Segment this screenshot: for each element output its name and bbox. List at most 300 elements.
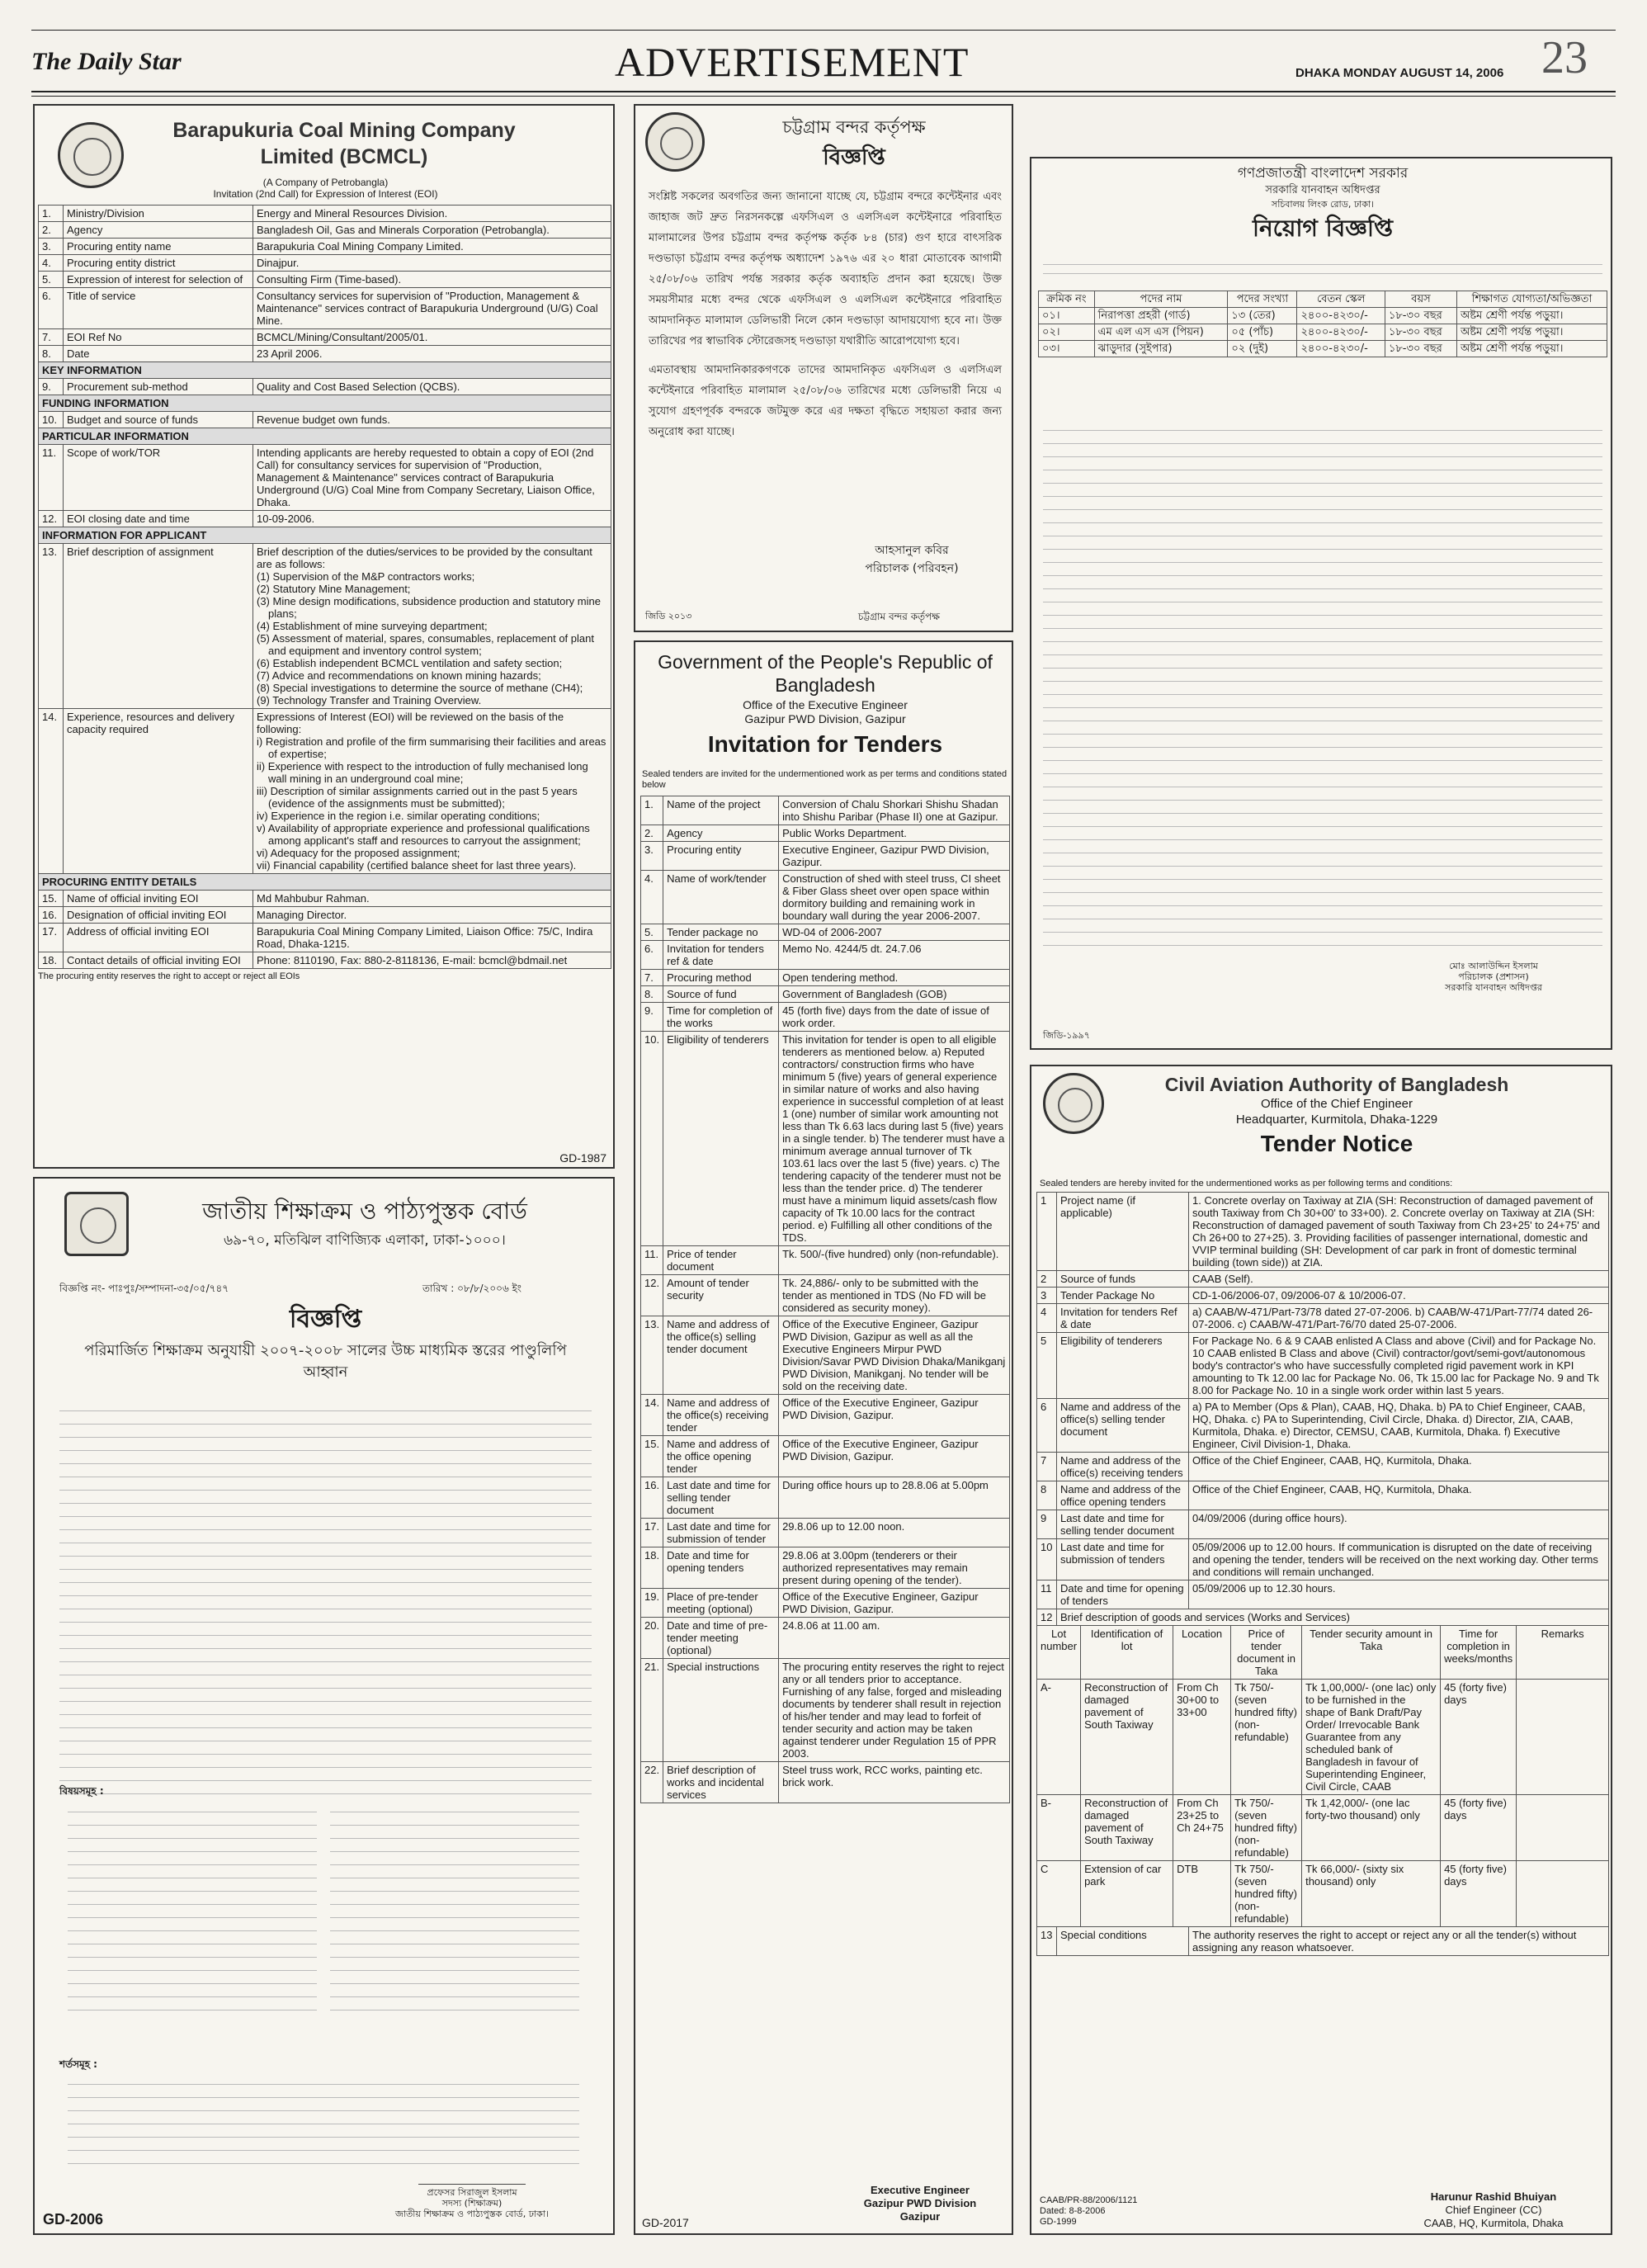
table-cell: ২৪০০-৪২৩০/- — [1297, 341, 1385, 357]
row-label: Date and time for opening tenders — [663, 1547, 779, 1589]
table-row — [641, 970, 1010, 986]
row-number: 12. — [39, 511, 64, 527]
row-value: Revenue budget own funds. — [253, 412, 611, 428]
row-label: Last date and time for selling tender document — [663, 1477, 779, 1519]
table-row — [1037, 1333, 1609, 1399]
nctb-title: জাতীয় শিক্ষাক্রম ও পাঠ্যপুস্তক বোর্ড — [202, 1198, 527, 1225]
row-value: Construction of shed with steel truss, CI sheet & Fiber Glass sheet over open space within dormitory building and remaining work in boundary wall during the year 2006-2007. — [779, 871, 1010, 924]
row-label: Brief description of assignment — [64, 544, 253, 709]
column-header: Identification of lot — [1081, 1626, 1173, 1680]
table-cell — [1517, 1861, 1609, 1927]
table-cell: ১৮-৩০ বছর — [1385, 341, 1456, 357]
bcmcl-invitation: Invitation (2nd Call) for Expression of Interest (EOI) — [213, 188, 438, 200]
row-value: 04/09/2006 (during office hours). — [1189, 1510, 1609, 1539]
table-row — [1037, 1271, 1609, 1288]
table-row — [641, 1618, 1010, 1659]
row-value: Dinajpur. — [253, 255, 611, 272]
row-label: Time for completion of the works — [663, 1003, 779, 1032]
row-label: Eligibility of tenderers — [1057, 1333, 1189, 1399]
nctb-subject: পরিমার্জিত শিক্ষাক্রম অনুযায়ী ২০০৭-২০০৮ সালের উচ্চ মাধ্যমিক স্তরের পাণ্ডুলিপি আহ্বান — [84, 1342, 567, 1381]
table-row — [39, 379, 611, 395]
row-number: 10 — [1037, 1539, 1057, 1581]
row-label: Procuring entity district — [64, 255, 253, 272]
row-value: Barapukuria Coal Mining Company Limited. — [253, 239, 611, 255]
bcmcl-key-info-heading: KEY INFORMATION — [39, 362, 611, 379]
row-number: 5. — [39, 272, 64, 288]
list-item: (7) Advice and recommendations on known mining hazards; — [257, 669, 541, 682]
row-label: Eligibility of tenderers — [663, 1032, 779, 1246]
row-number: 6. — [39, 288, 64, 329]
row-number: 6 — [1037, 1399, 1057, 1453]
row-label: Invitation for tenders ref & date — [663, 941, 779, 970]
caab-lots-table — [1036, 1625, 1609, 1927]
row-value: CD-1-06/2006-07, 09/2006-07 & 10/2006-07. — [1189, 1288, 1609, 1304]
govt-recruitment-ad — [1030, 157, 1612, 1050]
row-label: Contact details of official inviting EOI — [64, 952, 253, 969]
row-label: Agency — [64, 222, 253, 239]
row-label: EOI closing date and time — [64, 511, 253, 527]
caab-row12: Brief description of goods and services (Works and Services) — [1057, 1609, 1609, 1626]
govt-posts-table — [1038, 291, 1607, 357]
row-number: 11. — [39, 445, 64, 511]
row-label: Name and address of the office(s) receiving tenders — [1057, 1453, 1189, 1481]
row-value: Managing Director. — [253, 907, 611, 924]
table-row — [1037, 1193, 1609, 1271]
row-label: Procurement sub-method — [64, 379, 253, 395]
row-value: Expressions of Interest (EOI) will be reviewed on the basis of the following: i) Registration and profile of the firm summarising their facilities and areas of expertise; ii) Experience with respect to the introduction of fully mechanised long wall mining in an underground coal mine; iii) Description of similar assignments carried out in the past 5 years (evidence of the assignments must be submitted); iv) Experience in the region i.e. similar operating conditions; v) Availability of appropriate experience and professional qualifications among applicant's staff and resources to carryout the assignment; vi) Adequacy for the proposed assignment; vii) Financial capability (certified balance sheet for last three years). — [253, 709, 611, 874]
row-label: Last date and time for submission of tender — [663, 1519, 779, 1547]
table-row — [39, 445, 611, 511]
table-cell: ২৪০০-৪২৩০/- — [1297, 324, 1385, 341]
table-cell: অষ্টম শ্রেণী পর্যন্ত পড়ুয়া। — [1456, 341, 1607, 357]
table-row — [641, 1275, 1010, 1316]
page-number: 23 — [1541, 32, 1588, 83]
table-row — [641, 941, 1010, 970]
pwd-code: GD-2017 — [642, 2216, 689, 2229]
govt-signer: মোঃ আলাউদ্দিন ইসলাম — [1449, 961, 1538, 971]
govt-heading: নিয়োগ বিজ্ঞপ্তি — [1252, 215, 1394, 242]
row-label: Last date and time for submission of tenders — [1057, 1539, 1189, 1581]
list-item: vii) Financial capability (certified balance sheet for last three years). — [257, 859, 577, 872]
nctb-ad — [33, 1177, 615, 2235]
row-value: This invitation for tender is open to all eligible tenderers as mentioned below. a) Reputed contractors/ construction firms who have minimum 5 (five) years of general experience in similar nature of works and also having experience in successful completion of at least 1 (one) number of similar work amounting not less than Tk 6.63 lacs during last 5 (five) years in a single tender. b) The tenderer must have a minimum average annual turnover of Tk 103.61 lacs over the last 5 (five) years. c) The tendering capacity of the tenderer must not be less than the tender price. d) The tenderer must have a minimum liquid assets/cash flow capacity of Tk 10.00 lacs for the contract period. e) Fulfilling all other conditions of the TDS. — [779, 1032, 1010, 1246]
row-value: Office of the Executive Engineer, Gazipur PWD Division, Gazipur. — [779, 1589, 1010, 1618]
table-row — [641, 1246, 1010, 1275]
nctb-logo — [64, 1192, 129, 1256]
row-label: Special instructions — [663, 1659, 779, 1762]
masthead-rule — [31, 91, 1616, 92]
govt-dept: সরকারি যানবাহন অধিদপ্তর — [1265, 184, 1380, 196]
table-row — [39, 907, 611, 924]
row-label: Date — [64, 346, 253, 362]
bcmcl-table — [38, 205, 611, 969]
table-row — [641, 1547, 1010, 1589]
row-number: 5 — [1037, 1333, 1057, 1399]
row-number: 22. — [641, 1762, 663, 1803]
table-row — [39, 222, 611, 239]
dateline: DHAKA MONDAY AUGUST 14, 2006 — [1295, 66, 1504, 80]
row-label: EOI Ref No — [64, 329, 253, 346]
table-row — [1037, 1510, 1609, 1539]
row-value: Bangladesh Oil, Gas and Minerals Corporation (Petrobangla). — [253, 222, 611, 239]
row-number: 13. — [641, 1316, 663, 1395]
table-cell: A- — [1037, 1680, 1081, 1795]
row-value: Intending applicants are hereby requested to obtain a copy of EOI (2nd Call) for consultancy services for supervision of "Production, Management & Maintenance" services contract of Barapukuria Underground (U/G) Coal Mine from Company Secretary, Liaison Office, Dhaka. — [253, 445, 611, 511]
table-row — [1037, 1795, 1609, 1861]
row-label: Name and address of the office opening tender — [663, 1436, 779, 1477]
table-row — [39, 709, 611, 874]
table-cell: এম এল এস এস (পিয়ন) — [1094, 324, 1228, 341]
pwd-ad — [634, 640, 1013, 2235]
caab-code: GD-1999 — [1040, 2217, 1077, 2227]
row-value: The procuring entity reserves the right to reject any or all tenders prior to acceptance. Furnishing of any false, forged and misleading documents by tenderer shall result in rejection of his/her tender and may lead to forfeit of tender security and action may be taken against tenderer under Regulation 15 of PPR 2003. — [779, 1659, 1010, 1762]
row-value: Government of Bangladesh (GOB) — [779, 986, 1010, 1003]
row-number: 8. — [39, 346, 64, 362]
row-number: 6. — [641, 941, 663, 970]
row-number: 10. — [39, 412, 64, 428]
table-row — [641, 1477, 1010, 1519]
row-number: 4. — [641, 871, 663, 924]
column-header: Remarks — [1517, 1626, 1609, 1680]
port-title: চট্টগ্রাম বন্দর কর্তৃপক্ষ — [782, 117, 926, 137]
row-value: Public Works Department. — [779, 825, 1010, 842]
table-cell: অষ্টম শ্রেণী পর্যন্ত পড়ুয়া। — [1456, 308, 1607, 324]
row-value: Office of the Chief Engineer, CAAB, HQ, Kurmitola, Dhaka. — [1189, 1453, 1609, 1481]
row-number: 2. — [641, 825, 663, 842]
row-label: Tender Package No — [1057, 1288, 1189, 1304]
row-value: BCMCL/Mining/Consultant/2005/01. — [253, 329, 611, 346]
row-label: Designation of official inviting EOI — [64, 907, 253, 924]
nctb-signer-title: সদস্য (শিক্ষাক্রম) — [441, 2198, 503, 2209]
pwd-heading: Invitation for Tenders — [707, 731, 943, 757]
nctb-address: ৬৯-৭০, মতিঝিল বাণিজ্যিক এলাকা, ঢাকা-১০০০। — [224, 1232, 506, 1249]
row-label: Name and address of the office(s) selling tender document — [663, 1316, 779, 1395]
row-number: 7. — [641, 970, 663, 986]
row-value: Office of the Executive Engineer, Gazipur PWD Division, Gazipur. — [779, 1436, 1010, 1477]
row-value: 29.8.06 at 3.00pm (tenderers or their authorized representatives may remain present during opening of the tender). — [779, 1547, 1010, 1589]
table-cell: নিরাপত্তা প্রহরী (গার্ড) — [1094, 308, 1228, 324]
table-row — [641, 1395, 1010, 1436]
row-label: Invitation for tenders Ref & date — [1057, 1304, 1189, 1333]
caab-heading: Tender Notice — [1260, 1131, 1413, 1156]
list-item: (8) Special investigations to determine the source of methane (CH4); — [257, 682, 583, 694]
row-value: Executive Engineer, Gazipur PWD Division, Gazipur. — [779, 842, 1010, 871]
bcmcl-ad — [33, 104, 615, 1169]
section-title: ADVERTISEMENT — [615, 39, 970, 85]
table-cell: ০২। — [1039, 324, 1095, 341]
table-cell: From Ch 23+25 to Ch 24+75 — [1173, 1795, 1231, 1861]
row-number: 18. — [39, 952, 64, 969]
row-label: Tender package no — [663, 924, 779, 941]
column-header: Price of tender document in Taka — [1231, 1626, 1302, 1680]
list-item: ii) Experience with respect to the introduction of fully mechanised long wall mining in an underground coal mine; — [257, 760, 588, 785]
bcmcl-footer: The procuring entity reserves the right to accept or reject all EOIs — [38, 971, 300, 981]
row-label: Procuring entity — [663, 842, 779, 871]
row-number: 19. — [641, 1589, 663, 1618]
pwd-table — [640, 796, 1010, 1803]
row-number: 11 — [1037, 1581, 1057, 1609]
table-row — [641, 1659, 1010, 1762]
column-header: Tender security amount in Taka — [1302, 1626, 1441, 1680]
port-para-1: সংশ্লিষ্ট সকলের অবগতির জন্য জানানো যাচ্ছে যে, চট্টগ্রাম বন্দরে কন্টেইনার এবং জাহাজ জট দ্রুত নিরসনকল্পে এফসিএল ও এলসিএল কন্টেইনারে পরিবাহিত মালামালের উপর চট্টগ্রাম বন্দর কর্তৃপক্ষ কর্তৃক ৮৪ (চার) গুণ হারে বাৎসরিক দণ্ডভাড়া চট্টগ্রাম বন্দর কর্তৃপক্ষ অধ্যাদেশ ১৯৭৬ এর ২০ ধারা মোতাবেক আগামী ২৫/০৮/০৬ তারিখ পর্যন্ত সরকার কর্তৃক অব্যাহতি প্রদান করা হয়েছে। উক্ত সময়সীমার মধ্যে বন্দর থেকে এফসিএল ও এলসিএল কন্টেইনারে পরিবাহিত আমদানিকৃত মালামাল ডেলিভারী নিলে কোন দণ্ডভাড়া আদায়যোগ্য হবে না। উক্ত তারিখের পর স্বাভাবিক স্টোরেজসহ দণ্ডভাড়া যথারীতি আরোপযোগ্য হবে। — [649, 191, 1002, 347]
row-value: Phone: 8110190, Fax: 880-2-8118136, E-mail: bcmcl@bdmail.net — [253, 952, 611, 969]
table-cell — [1517, 1795, 1609, 1861]
pwd-office: Office of the Executive Engineer — [743, 698, 908, 711]
table-row — [1039, 324, 1607, 341]
table-row — [641, 842, 1010, 871]
row-number: 1. — [39, 206, 64, 222]
row-label: Experience, resources and delivery capacity required — [64, 709, 253, 874]
table-row — [1037, 1539, 1609, 1581]
row-number: 9. — [39, 379, 64, 395]
row-label: Name of the project — [663, 796, 779, 825]
table-row — [1037, 1481, 1609, 1510]
row-label: Procuring method — [663, 970, 779, 986]
table-cell: ১৮-৩০ বছর — [1385, 308, 1456, 324]
nctb-org: জাতীয় শিক্ষাক্রম ও পাঠ্যপুস্তক বোর্ড, ঢাকা। — [395, 2209, 549, 2219]
row-number: 16. — [39, 907, 64, 924]
row-label: Address of official inviting EOI — [64, 924, 253, 952]
row-value: Steel truss work, RCC works, painting etc. brick work. — [779, 1762, 1010, 1803]
bcmcl-subtitle: (A Company of Petrobangla) — [262, 177, 389, 188]
row-label: Source of fund — [663, 986, 779, 1003]
row-value: Energy and Mineral Resources Division. — [253, 206, 611, 222]
table-cell: ০২ (দুই) — [1228, 341, 1297, 357]
table-row — [1039, 308, 1607, 324]
port-logo — [645, 112, 705, 172]
row-number: 4. — [39, 255, 64, 272]
table-row — [1037, 1861, 1609, 1927]
row-label: Date and time of pre-tender meeting (optional) — [663, 1618, 779, 1659]
port-org: চট্টগ্রাম বন্দর কর্তৃপক্ষ — [858, 611, 940, 622]
row-number: 7. — [39, 329, 64, 346]
list-item: (6) Establish independent BCMCL ventilation and safety section; — [257, 657, 563, 669]
row-label: Amount of tender security — [663, 1275, 779, 1316]
table-cell: Reconstruction of damaged pavement of South Taxiway — [1081, 1795, 1173, 1861]
table-cell: ১৩ (তের) — [1228, 308, 1297, 324]
row-number: 11. — [641, 1246, 663, 1275]
row-number: 18. — [641, 1547, 663, 1589]
bcmcl-title: Barapukuria Coal Mining Company Limited (BCMCL) — [172, 119, 516, 168]
govt-address: সচিবালয় লিংক রোড, ঢাকা। — [1271, 199, 1375, 210]
port-signer-title: পরিচালক (পরিবহন) — [865, 562, 959, 575]
table-row — [641, 1003, 1010, 1032]
row-number: 21. — [641, 1659, 663, 1762]
caab-ref-date: Dated: 8-8-2006 — [1040, 2206, 1106, 2216]
table-row — [39, 329, 611, 346]
nctb-signer: প্রফেসর সিরাজুল ইসলাম — [427, 2187, 517, 2198]
table-cell: From Ch 30+00 to 33+00 — [1173, 1680, 1231, 1795]
row-value: Brief description of the duties/services to be provided by the consultant are as follows: (1) Supervision of the M&P contractors works; (2) Statutory Mine Management; (3) Mine design modifications, subsidence production and statutory mine plans; (4) Establishment of mine surveying department; (5) Assessment of material, spares, consumables, replacement of plant and equipment and inventory control system; (6) Establish independent BCMCL ventilation and safety section; (7) Advice and recommendations on known mining hazards; (8) Special investigations to determine the source of methane (CH4); (9) Technology Transfer and Training Overview. — [253, 544, 611, 709]
row-value: Quality and Cost Based Selection (QCBS). — [253, 379, 611, 395]
row-value: 29.8.06 up to 12.00 noon. — [779, 1519, 1010, 1547]
row-number: 14. — [39, 709, 64, 874]
column-header: Location — [1173, 1626, 1231, 1680]
row-value: 1. Concrete overlay on Taxiway at ZIA (SH: Reconstruction of damaged pavement of south Taxiway from Ch 30+00' to 33+00). 2. Concrete overlay on Taxiway at ZIA (SH: Reconstruction of damaged pavement of south Taxiway from Ch 23+25' to 24+75' and Ch 26+00 to 27+25). 3. Providing facilities of passenger international, domestic and VVIP terminal building (SH: Development of car park in front of domestic terminal building (town side)) at ZIA. — [1189, 1193, 1609, 1271]
list-item: (2) Statutory Mine Management; — [257, 583, 411, 595]
table-row — [1039, 341, 1607, 357]
table-row — [641, 871, 1010, 924]
row-number: 15. — [641, 1436, 663, 1477]
masthead-rule-top — [31, 30, 1616, 31]
caab-table — [1036, 1192, 1609, 1626]
nctb-date: তারিখ : ০৮/৮/২০০৬ ইং — [422, 1283, 521, 1294]
row-value: For Package No. 6 & 9 CAAB enlisted A Class and above (Civil) and for Package No. 10 CAAB enlisted B Class and above (Civil) contractor/govt/semi-govt/autonomous body's contractor's who have successfully completed rigid pavement work in KPI amounting to Tk 12.00 lac for Package No. 06, Tk 15.00 lac for Package No. 9 and Tk 8.00 for Package No. 10 in a single work order within last 5 years. — [1189, 1333, 1609, 1399]
govt-title: গণপ্রজাতন্ত্রী বাংলাদেশ সরকার — [1237, 165, 1409, 182]
caab-office: Office of the Chief Engineer — [1261, 1097, 1413, 1111]
row-value: 10-09-2006. — [253, 511, 611, 527]
caab-signer-org: CAAB, HQ, Kurmitola, Dhaka — [1423, 2217, 1564, 2229]
table-cell: ০৫ (পাঁচ) — [1228, 324, 1297, 341]
row-number: 4 — [1037, 1304, 1057, 1333]
caab-special-table — [1036, 1926, 1609, 1956]
row-value: Office of the Chief Engineer, CAAB, HQ, Kurmitola, Dhaka. — [1189, 1481, 1609, 1510]
column-header: Lot number — [1037, 1626, 1081, 1680]
port-heading: বিজ্ঞপ্তি — [823, 145, 885, 170]
row-label: Source of funds — [1057, 1271, 1189, 1288]
port-code: জিডি ২০১৩ — [645, 611, 692, 621]
list-item: vi) Adequacy for the proposed assignment; — [257, 847, 460, 859]
table-row — [1037, 1399, 1609, 1453]
table-cell: 45 (forty five) days — [1441, 1680, 1517, 1795]
nctb-subjects-list — [68, 1803, 579, 2050]
pwd-title: Government of the People's Republic of Bangladesh — [658, 651, 993, 696]
table-row — [39, 511, 611, 527]
table-cell: C — [1037, 1861, 1081, 1927]
table-row — [39, 288, 611, 329]
table-cell: DTB — [1173, 1861, 1231, 1927]
row-number: 2 — [1037, 1271, 1057, 1288]
nctb-subjects-heading: বিষয়সমূহ : — [59, 1785, 104, 1797]
list-item: iii) Description of similar assignments carried out in the past 5 years (evidence of the assignments must be submitted); — [257, 785, 578, 810]
list-item: (1) Supervision of the M&P contractors works; — [257, 570, 475, 583]
table-row — [641, 1316, 1010, 1395]
table-row — [1037, 1680, 1609, 1795]
row-value: Open tendering method. — [779, 970, 1010, 986]
row-label: Name of official inviting EOI — [64, 891, 253, 907]
row-label: Project name (if applicable) — [1057, 1193, 1189, 1271]
row-label: Date and time for opening of tenders — [1057, 1581, 1189, 1609]
row-label: Title of service — [64, 288, 253, 329]
pwd-signer: Executive Engineer — [871, 2184, 970, 2196]
nctb-memo: বিজ্ঞপ্তি নং- পাঃপুঃ/সম্পাদনা-৩৫/০৫/৭৪৭ — [59, 1283, 229, 1294]
table-row — [641, 1436, 1010, 1477]
row-value: Barapukuria Coal Mining Company Limited, Liaison Office: 75/C, Indira Road, Dhaka-1215. — [253, 924, 611, 952]
row-label: Price of tender document — [663, 1246, 779, 1275]
list-item: (5) Assessment of material, spares, consumables, replacement of plant and equipment and inventory control system; — [257, 632, 594, 657]
list-item: (3) Mine design modifications, subsidence production and statutory mine plans; — [257, 595, 601, 620]
column-header: বেতন স্কেল — [1297, 291, 1385, 308]
port-signer: আহসানুল কবির — [875, 544, 949, 557]
table-row — [39, 952, 611, 969]
row-number: 13. — [39, 544, 64, 709]
column-header: বয়স — [1385, 291, 1456, 308]
column-header: শিক্ষাগত যোগ্যতা/অভিজ্ঞতা — [1456, 291, 1607, 308]
caab-title: Civil Aviation Authority of Bangladesh — [1164, 1074, 1509, 1095]
row-label: Budget and source of funds — [64, 412, 253, 428]
row-value: Md Mahbubur Rahman. — [253, 891, 611, 907]
list-item: (9) Technology Transfer and Training Overview. — [257, 694, 482, 706]
table-cell: Reconstruction of damaged pavement of South Taxiway — [1081, 1680, 1173, 1795]
table-row — [1037, 1288, 1609, 1304]
row-value: Tk. 500/-(five hundred) only (non-refundable). — [779, 1246, 1010, 1275]
caab-intro: Sealed tenders are hereby invited for the undermentioned works as per following terms and conditions: — [1040, 1179, 1453, 1188]
table-row — [39, 544, 611, 709]
list-item: iv) Experience in the region i.e. similar operating conditions; — [257, 810, 540, 822]
table-row — [641, 1519, 1010, 1547]
masthead-rule-thin — [31, 96, 1616, 97]
nctb-code: GD-2006 — [43, 2211, 104, 2228]
row-label: Agency — [663, 825, 779, 842]
bcmcl-applicant-heading: INFORMATION FOR APPLICANT — [39, 527, 611, 544]
row-number: 8 — [1037, 1481, 1057, 1510]
pwd-signer-2: Gazipur PWD Division — [863, 2197, 977, 2209]
table-cell: Tk 1,00,000/- (one lac) only to be furnished in the shape of Bank Draft/Pay Order/ Irrevocable Bank Guarantee from any scheduled bank of Bangladesh in favour of Superintending Engineer, Civil Circle, CAAB — [1302, 1680, 1441, 1795]
table-cell: Extension of car park — [1081, 1861, 1173, 1927]
row-value: The authority reserves the right to accept or reject any or all the tender(s) without assigning any reason whatsoever. — [1189, 1927, 1609, 1956]
row-value: 05/09/2006 up to 12.30 hours. — [1189, 1581, 1609, 1609]
table-cell — [1517, 1680, 1609, 1795]
row-value: During office hours up to 28.8.06 at 5.00pm — [779, 1477, 1010, 1519]
govt-intro-text — [1043, 259, 1602, 284]
row-number: 10. — [641, 1032, 663, 1246]
table-cell: অষ্টম শ্রেণী পর্যন্ত পড়ুয়া। — [1456, 324, 1607, 341]
table-row — [39, 255, 611, 272]
row-value: a) PA to Member (Ops & Plan), CAAB, HQ, Dhaka. b) PA to Chief Engineer, CAAB, HQ, Dhaka. c) PA to Superintending, Civil Circle, Dhaka. d) Director, ZIA, CAAB, Kurmitola, Dhaka. e) Director, CEMSU, CAAB, Kurmitola, Dhaka. f) Executive Engineer, Civil Division-1, Dhaka. — [1189, 1399, 1609, 1453]
pwd-division: Gazipur PWD Division, Gazipur — [744, 712, 906, 725]
caab-hq: Headquarter, Kurmitola, Dhaka-1229 — [1235, 1113, 1438, 1127]
port-para-2: এমতাবস্থায় আমদানিকারকগণকে তাদের আমদানিকৃত এফসিএল ও এলসিএল কন্টেইনারে পরিবাহিত মালামাল ২৫/০৮/০৬ তারিখের মধ্যে ডেলিভারী নিয়ে এ সুযোগ গ্রহণপূর্বক বন্দরকে জটমুক্ত করে এর দক্ষতা বৃদ্ধিতে সহায়তা করার জন্য অনুরোধ করা যাচ্ছে। — [649, 364, 1002, 438]
table-row — [39, 924, 611, 952]
caab-signer-title: Chief Engineer (CC) — [1445, 2204, 1542, 2216]
govt-signer-title: পরিচালক (প্রশাসন) — [1458, 971, 1529, 982]
table-row — [1037, 1453, 1609, 1481]
table-cell: B- — [1037, 1795, 1081, 1861]
table-row — [641, 986, 1010, 1003]
nctb-body-text — [59, 1401, 592, 1777]
row-number: 16. — [641, 1477, 663, 1519]
table-cell: Tk 750/- (seven hundred fifty) (non-refundable) — [1231, 1680, 1302, 1795]
table-row — [1037, 1304, 1609, 1333]
bcmcl-code: GD-1987 — [559, 1151, 606, 1165]
row-number: 17. — [641, 1519, 663, 1547]
table-row: 13 Special conditions The authority reserves the right to accept or reject any or all the tender(s) without assigning any reason whatsoever. — [1037, 1927, 1609, 1956]
table-cell: ২৪০০-৪২৩০/- — [1297, 308, 1385, 324]
table-row — [39, 239, 611, 255]
bcmcl-particular-heading: PARTICULAR INFORMATION — [39, 428, 611, 445]
caab-signer: Harunur Rashid Bhuiyan — [1430, 2190, 1557, 2203]
table-cell: Tk 750/- (seven hundred fifty) (non-refundable) — [1231, 1795, 1302, 1861]
caab-ad — [1030, 1065, 1612, 2235]
nctb-signature — [418, 2166, 526, 2185]
table-row — [1037, 1581, 1609, 1609]
table-cell: ১৮-৩০ বছর — [1385, 324, 1456, 341]
row-number: 1 — [1037, 1193, 1057, 1271]
bcmcl-funding-heading: FUNDING INFORMATION — [39, 395, 611, 412]
row-label: Brief description of works and incidental services — [663, 1762, 779, 1803]
column-header: পদের সংখ্যা — [1228, 291, 1297, 308]
row-value: Office of the Executive Engineer, Gazipur PWD Division, Gazipur. — [779, 1395, 1010, 1436]
row-label: Last date and time for selling tender document — [1057, 1510, 1189, 1539]
table-row — [39, 206, 611, 222]
row-number: 2. — [39, 222, 64, 239]
row-number: 3. — [39, 239, 64, 255]
port-ad — [634, 104, 1013, 632]
list-item: v) Availability of appropriate experience and professional qualifications among applicant's staff and resources to carryout the assignment; — [257, 822, 590, 847]
table-cell: ০১। — [1039, 308, 1095, 324]
column-header: ক্রমিক নং — [1039, 291, 1095, 308]
table-row — [641, 796, 1010, 825]
